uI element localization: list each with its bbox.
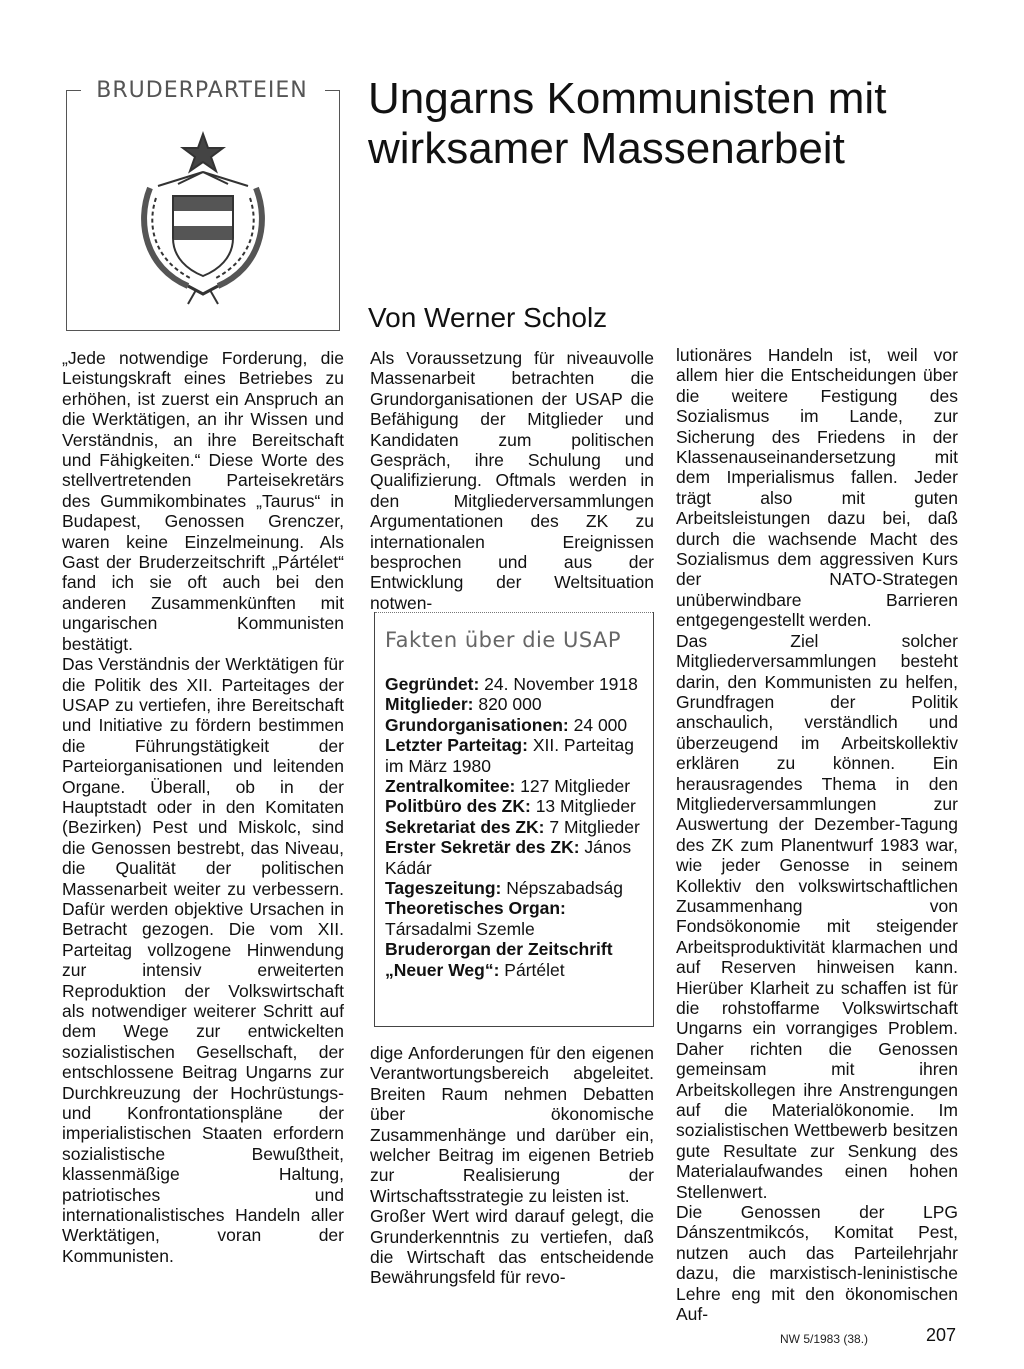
issue-reference: NW 5/1983 (38.) [780, 1332, 869, 1346]
facts-list [385, 674, 647, 980]
paragraph: „Jede notwendige Forderung, die Leistungskraft eines Betriebes zu erhöhen, ist zuerst ein Anspruch an die Werktätigen, an ihr Wissen und Verständnis, an ihre Bereitschaft und Fähigkeiten.“ Diese Worte des stellvertretenden Parteisekretärs des Gummikombinates „Taurus“ in Budapest, Genossen Grenczer, waren keine Einzelmeinung. Als Gast der Bruderzeitschrift „Pártélet“ fand ich sie oft auch bei den anderen Zusammenkünften mit ungarischen Kommunisten bestätigt. [62, 348, 344, 654]
fact-item: Politbüro des ZK: 13 Mitglieder [385, 796, 636, 817]
paragraph: Als Voraussetzung für niveauvolle Massenarbeit betrachten die Grundorganisationen der USAP die Befähigung der Mitglieder und Kandidaten zum politischen Gespräch, ihre Schulung und Qualifizierung. Oftmals werden in den Mitgliederversammlungen Argumentationen des ZK zu internationalen Ereignissen besprochen und aus der Entwicklung der Weltsituation notwen- [370, 348, 654, 613]
paragraph: lutionäres Handeln ist, weil vor allem hier die Entscheidungen über die weitere Festigung des Sozialismus im Lande, zur Sicherung des Friedens in der Klassenauseinandersetzung mit dem Imperialismus fallen. Jeder trägt also mit guten Arbeitsleistungen dazu bei, daß durch die wachsende Macht des Sozialismus dem aggressiven Kurs der NATO-Strategen unüberwindbare Barrieren entgegengestellt werden. [676, 345, 958, 631]
paragraph: dige Anforderungen für den eigenen Verantwortungsbereich abgeleitet. Breiten Raum nehmen Debatten über ökonomische Zusammenhänge und darüber ein, welcher Beitrag im eigenen Betrieb zur Realisierung der Wirtschaftsstrategie zu leisten ist. [370, 1043, 654, 1206]
headline-line-2: wirksamer Massenarbeit [368, 124, 845, 173]
article-headline [368, 74, 988, 174]
fact-item: Letzter Parteitag: XII. Parteitag im März 1980 [385, 735, 634, 776]
fact-item: Theoretisches Organ: Társadalmi Szemle [385, 898, 566, 939]
headline-line-1: Ungarns Kommunisten mit [368, 74, 887, 123]
fact-item: Erster Sekretär des ZK: János Kádár [385, 837, 632, 878]
fact-item: Bruderorgan der Zeitschrift „Neuer Weg“: Pártélet [385, 939, 613, 980]
paragraph: Großer Wert wird darauf gelegt, die Grunderkenntnis zu vertiefen, daß die Wirtschaft das entscheidende Bewährungsfeld für revo- [370, 1206, 654, 1288]
facts-box [374, 612, 654, 1027]
paragraph: Die Genossen der LPG Dánszentmikcós, Komitat Pest, nutzen auch das Parteilehrjahr dazu, die marxistisch-leninistische Lehre eng mit den ökonomischen Auf- [676, 1202, 958, 1325]
section-label: BRUDERPARTEIEN [96, 78, 308, 103]
fact-item: Gegründet: 24. November 1918 [385, 674, 638, 694]
author-byline: Von Werner Scholz [368, 302, 608, 333]
text-column-1 [62, 348, 344, 1266]
facts-box-title: Fakten über die USAP [385, 628, 622, 652]
fact-item: Zentralkomitee: 127 Mitglieder [385, 776, 631, 797]
text-column-2-bottom [370, 1043, 654, 1288]
fact-item: Mitglieder: 820 000 [385, 694, 542, 715]
page-number: 207 [926, 1325, 957, 1345]
hungarian-coat-of-arms-icon [128, 128, 278, 308]
fact-item: Grundorganisationen: 24 000 [385, 714, 628, 735]
paragraph: Das Ziel solcher Mitgliederversammlungen besteht darin, den Kommunisten zu helfen, Grundfragen der Politik anschaulich, verständlich und überzeugend im Arbeitskollektiv erklären zu können. Ein herausragendes Thema in den Mitgliederversammlungen zur Auswertung der Dezember-Tagung des ZK zum Planentwurf 1983 war, wie jeder Genosse in seinem Kollektiv den volkswirtschaftlichen Zusammenhang von Fondsökonomie mit steigender Arbeitsproduktivität klarmachen und auf Reserven hinweisen kann. Hierüber Klarheit zu schaffen ist für die rohstoffarme Volkswirtschaft Ungarns ein vorrangiges Problem. Daher richten die Genossen gemeinsam mit ihren Arbeitskollegen ihre Anstrengungen auf die Materialökonomie. Im sozialistischen Wettbewerb besitzen gute Resultate zur Senkung des Materialaufwandes einen hohen Stellenwert. [676, 630, 958, 1202]
fact-item: Sekretariat des ZK: 7 Mitglieder [385, 816, 640, 837]
text-column-3 [676, 345, 958, 1325]
text-column-2-top [370, 348, 654, 613]
paragraph: Das Verständnis der Werktätigen für die Politik des XII. Parteitages der USAP zu vertiefen, ihre Bereitschaft und Initiative zu fördern bestimmen die Führungstätigkeit der Parteiorganisationen und leitenden Organe. Überall, ob in der Hauptstadt oder in den Komitaten (Bezirken) Pest und Miskolc, sind die Genossen bestrebt, das Niveau, die Qualität der politischen Massenarbeit weiter zu verbessern. Dafür werden objektive Ursachen in Betracht gezogen. Die vom XII. Parteitag vollzogene Hinwendung zur intensiv erweiterten Reproduktion der Volkswirtschaft als notwendiger weiterer Schritt auf dem Wege zur entwickelten sozialistischen Gesellschaft, der entschlossene Beitrag Ungarns zur Durchkreuzung der Hochrüstungs- und Konfrontationspläne der imperialistischen Staaten erfordern sozialistische Bewußtheit, klassenmäßige Haltung, patriotisches und internationalistisches Handeln aller Werktätigen, voran der Kommunisten. [62, 654, 344, 1266]
fact-item: Tageszeitung: Népszabadság [385, 878, 623, 899]
